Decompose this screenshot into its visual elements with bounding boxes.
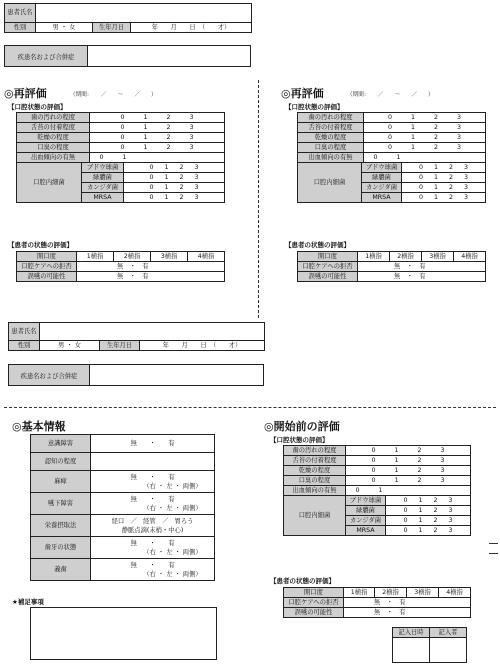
bacteria-row-label: ブドウ球菌 bbox=[362, 163, 402, 173]
scale-cell[interactable]: 0 1 2 3 bbox=[90, 113, 225, 123]
finger-option[interactable]: 2横指 bbox=[114, 252, 151, 262]
sex-label: 性別 bbox=[9, 341, 40, 351]
supplement-box[interactable] bbox=[30, 607, 217, 660]
scale-cell[interactable]: 0 1 2 3 bbox=[402, 173, 486, 183]
patient-table-right bbox=[297, 251, 486, 282]
finger-option[interactable]: 1横指 bbox=[77, 252, 114, 262]
bacteria-label: 口腔内細菌 bbox=[284, 496, 346, 536]
horizontal-divider bbox=[4, 407, 496, 408]
supplement-label: ★補足事項 bbox=[12, 598, 44, 606]
finger-option[interactable]: 3横指 bbox=[422, 252, 454, 262]
scale-cell[interactable]: 0 1 2 3 bbox=[364, 133, 486, 143]
bacteria-label: 口腔内細菌 bbox=[298, 163, 362, 203]
basic-row-label: 認知の程度 bbox=[31, 453, 91, 471]
patient-heading-left: 【患者の状態の評価】 bbox=[8, 241, 73, 249]
mouth-label: 開口度 bbox=[17, 252, 77, 262]
mouth-label: 開口度 bbox=[298, 252, 358, 262]
scale-cell[interactable]: 0 1 2 3 bbox=[124, 183, 225, 193]
refusal-value[interactable]: 無 ・ 有 bbox=[77, 262, 225, 272]
bacteria-row-label: ブドウ球菌 bbox=[82, 163, 124, 173]
basic-row-label: 嚥下障害 bbox=[31, 493, 91, 515]
bacteria-row-label: MRSA bbox=[362, 193, 402, 203]
oral-table-initial bbox=[283, 445, 471, 536]
scale-cell[interactable]: 0 1 2 3 bbox=[386, 516, 471, 526]
bacteria-row-label: 緑膿菌 bbox=[362, 173, 402, 183]
refusal-label: 口腔ケアへの拒否 bbox=[284, 598, 344, 608]
aspiration-value[interactable]: 無 ・ 有 bbox=[77, 272, 225, 282]
row-label: 口臭の程度 bbox=[284, 476, 346, 486]
oral-heading-left: 【口腔状態の評価】 bbox=[8, 103, 67, 111]
reeval-title-right: ◎再評価 bbox=[281, 87, 324, 100]
basic-row-value[interactable] bbox=[91, 471, 215, 493]
bacteria-row-label: MRSA bbox=[82, 193, 124, 203]
finger-option[interactable]: 3横指 bbox=[407, 588, 439, 598]
disease-label: 疾患名および合併症 bbox=[5, 46, 88, 66]
birth-label: 生年月日 bbox=[93, 23, 131, 33]
initial-title: ◎開始前の評価 bbox=[264, 420, 340, 433]
row-label: 舌苔の付着程度 bbox=[17, 123, 90, 133]
basic-value-line1: 経口 ／ 経管 ／ 胃ろう bbox=[111, 517, 194, 525]
refusal-value[interactable]: 無 ・ 有 bbox=[344, 598, 471, 608]
patient-name-field[interactable] bbox=[36, 4, 252, 23]
basic-row-label: 歯牙の状態 bbox=[31, 537, 91, 559]
sex-label: 性別 bbox=[5, 23, 36, 33]
scale-cell[interactable]: 0 1 2 3 bbox=[364, 143, 486, 153]
scale-cell[interactable]: 0 1 2 3 bbox=[386, 506, 471, 516]
basic-value-line1: 無 ・ 有 bbox=[130, 539, 175, 547]
scale-cell[interactable]: 0 1 2 3 bbox=[402, 183, 486, 193]
basic-title: ◎基本情報 bbox=[12, 420, 66, 433]
birth-label: 生年月日 bbox=[100, 341, 140, 351]
oral-heading-right: 【口腔状態の評価】 bbox=[285, 103, 344, 111]
row-label: 乾燥の程度 bbox=[298, 133, 364, 143]
finger-option[interactable]: 2横指 bbox=[390, 252, 422, 262]
birth-value[interactable]: 年 月 日 （ 才） bbox=[140, 341, 265, 351]
patient-header-middle bbox=[8, 322, 264, 351]
refusal-value[interactable]: 無 ・ 有 bbox=[358, 262, 486, 272]
basic-value-line2: 静脈点滴(末梢・中心) bbox=[121, 526, 184, 534]
basic-row-value[interactable] bbox=[91, 493, 215, 515]
basic-row-value[interactable] bbox=[91, 453, 215, 471]
scale-cell[interactable]: 0 1 2 3 bbox=[90, 143, 225, 153]
reeval-title-left: ◎再評価 bbox=[4, 87, 47, 100]
aspiration-value[interactable]: 無 ・ 有 bbox=[344, 608, 471, 618]
scale-cell[interactable]: 0 1 2 3 bbox=[90, 133, 225, 143]
scale-cell[interactable]: 0 1 2 3 bbox=[124, 163, 225, 173]
scale-cell[interactable]: 0 1 bbox=[90, 153, 225, 163]
patient-heading-initial: 【患者の状態の評価】 bbox=[270, 577, 335, 585]
finger-option[interactable]: 4横指 bbox=[454, 252, 486, 262]
row-label: 歯の汚れの程度 bbox=[17, 113, 90, 123]
oral-table-left bbox=[16, 112, 225, 203]
patient-name-field[interactable] bbox=[40, 323, 265, 341]
oral-table-right bbox=[297, 112, 486, 203]
scale-cell[interactable]: 0 1 2 3 bbox=[386, 496, 471, 506]
aspiration-value[interactable]: 無 ・ 有 bbox=[358, 272, 486, 282]
reeval-period-right[interactable]: （期間： ／ ～ ／ ） bbox=[347, 92, 434, 98]
patient-table-left bbox=[16, 251, 225, 282]
finger-option[interactable]: 4横指 bbox=[439, 588, 471, 598]
basic-value-line2: （右 ・ 左 ・ 両側） bbox=[143, 504, 202, 512]
mouth-label: 開口度 bbox=[284, 588, 344, 598]
refusal-label: 口腔ケアへの拒否 bbox=[17, 262, 77, 272]
patient-table-initial bbox=[283, 587, 471, 618]
scale-cell[interactable]: 0 1 2 3 bbox=[346, 456, 471, 466]
birth-value[interactable]: 年 月 日 （ 才） bbox=[131, 23, 252, 33]
disease-label: 疾患名および合併症 bbox=[9, 365, 90, 385]
bacteria-row-label: 緑膿菌 bbox=[82, 173, 124, 183]
aspiration-label: 誤嚥の可能性 bbox=[17, 272, 77, 282]
basic-row-label: 意識障害 bbox=[31, 435, 91, 453]
scale-cell[interactable]: 0 1 2 3 bbox=[386, 526, 471, 536]
record-writer-field[interactable] bbox=[430, 638, 467, 663]
row-label: 歯の汚れの程度 bbox=[298, 113, 364, 123]
bacteria-row-label: 緑膿菌 bbox=[346, 506, 386, 516]
scale-cell[interactable]: 0 1 2 3 bbox=[402, 193, 486, 203]
basic-row-label: 栄養摂取法 bbox=[31, 515, 91, 537]
disease-box-top[interactable] bbox=[4, 45, 251, 67]
basic-value-line2: （右 ・ 左 ・ 両側） bbox=[143, 548, 202, 556]
patient-name-label: 患者氏名 bbox=[5, 4, 36, 23]
basic-row-value[interactable]: 無 ・ 有 bbox=[91, 435, 215, 453]
record-box bbox=[392, 627, 467, 663]
margin-tick bbox=[489, 543, 498, 544]
sex-value[interactable]: 男 ・ 女 bbox=[40, 341, 100, 351]
disease-box-middle[interactable] bbox=[8, 364, 264, 386]
basic-value-line2: （右 ・ 左 ・ 両側） bbox=[143, 570, 202, 578]
bacteria-label: 口腔内細菌 bbox=[17, 163, 82, 203]
scale-cell[interactable]: 0 1 2 3 bbox=[364, 123, 486, 133]
row-label: 口臭の程度 bbox=[298, 143, 364, 153]
scale-cell[interactable]: 0 1 2 3 bbox=[364, 113, 486, 123]
bacteria-row-label: カンジダ菌 bbox=[362, 183, 402, 193]
scale-cell[interactable]: 0 1 bbox=[346, 486, 471, 496]
finger-option[interactable]: 1横指 bbox=[358, 252, 390, 262]
record-writer-label: 記入者 bbox=[430, 628, 467, 638]
finger-option[interactable]: 3横指 bbox=[151, 252, 188, 262]
basic-row-label: 義歯 bbox=[31, 559, 91, 581]
oral-heading-initial: 【口腔状態の評価】 bbox=[270, 436, 329, 444]
row-label: 舌苔の付着程度 bbox=[298, 123, 364, 133]
basic-value-line1: 無 ・ 有 bbox=[130, 473, 175, 481]
scale-cell[interactable]: 0 1 2 3 bbox=[90, 123, 225, 133]
basic-row-label: 麻痺 bbox=[31, 471, 91, 493]
record-date-label: 記入日時 bbox=[393, 628, 430, 638]
row-label: 歯の汚れの程度 bbox=[284, 446, 346, 456]
row-label: 口臭の程度 bbox=[17, 143, 90, 153]
finger-option[interactable]: 2横指 bbox=[375, 588, 407, 598]
bacteria-row-label: ブドウ球菌 bbox=[346, 496, 386, 506]
patient-heading-right: 【患者の状態の評価】 bbox=[285, 241, 350, 249]
reeval-period-left[interactable]: （期間： ／ ～ ／ ） bbox=[70, 92, 157, 98]
scale-cell[interactable]: 0 1 2 3 bbox=[346, 466, 471, 476]
margin-tick bbox=[489, 553, 498, 554]
basic-value-line1: 無 ・ 有 bbox=[130, 561, 175, 569]
basic-value-line2: （右 ・ 左 ・ 両側） bbox=[143, 482, 202, 490]
finger-option[interactable]: 1横指 bbox=[344, 588, 375, 598]
bacteria-row-label: カンジダ菌 bbox=[346, 516, 386, 526]
row-label: 乾燥の程度 bbox=[17, 133, 90, 143]
sex-value[interactable]: 男 ・ 女 bbox=[36, 23, 93, 33]
scale-cell[interactable]: 0 1 2 3 bbox=[402, 163, 486, 173]
scale-cell[interactable]: 0 1 2 3 bbox=[124, 193, 225, 203]
refusal-label: 口腔ケアへの拒否 bbox=[298, 262, 358, 272]
scale-cell[interactable]: 0 1 bbox=[364, 153, 486, 163]
aspiration-label: 誤嚥の可能性 bbox=[298, 272, 358, 282]
patient-name-label: 患者氏名 bbox=[9, 323, 40, 341]
basic-row-value[interactable] bbox=[91, 515, 215, 537]
bacteria-row-label: カンジダ菌 bbox=[82, 183, 124, 193]
basic-row-value[interactable] bbox=[91, 537, 215, 559]
basic-table bbox=[30, 434, 215, 581]
scale-cell[interactable]: 0 1 2 3 bbox=[346, 446, 471, 456]
row-label: 乾燥の程度 bbox=[284, 466, 346, 476]
basic-row-value[interactable] bbox=[91, 559, 215, 581]
finger-option[interactable]: 4横指 bbox=[188, 252, 225, 262]
patient-header-top bbox=[4, 3, 251, 33]
scale-cell[interactable]: 0 1 2 3 bbox=[346, 476, 471, 486]
row-label: 出血傾向の有無 bbox=[17, 153, 90, 163]
row-label: 出血傾向の有無 bbox=[298, 153, 364, 163]
scale-cell[interactable]: 0 1 2 3 bbox=[124, 173, 225, 183]
aspiration-label: 誤嚥の可能性 bbox=[284, 608, 344, 618]
row-label: 出血傾向の有無 bbox=[284, 486, 346, 496]
vertical-divider bbox=[258, 80, 259, 318]
basic-value-line1: 無 ・ 有 bbox=[130, 495, 175, 503]
bacteria-row-label: MRSA bbox=[346, 526, 386, 536]
row-label: 舌苔の付着程度 bbox=[284, 456, 346, 466]
record-date-field[interactable] bbox=[393, 638, 430, 663]
